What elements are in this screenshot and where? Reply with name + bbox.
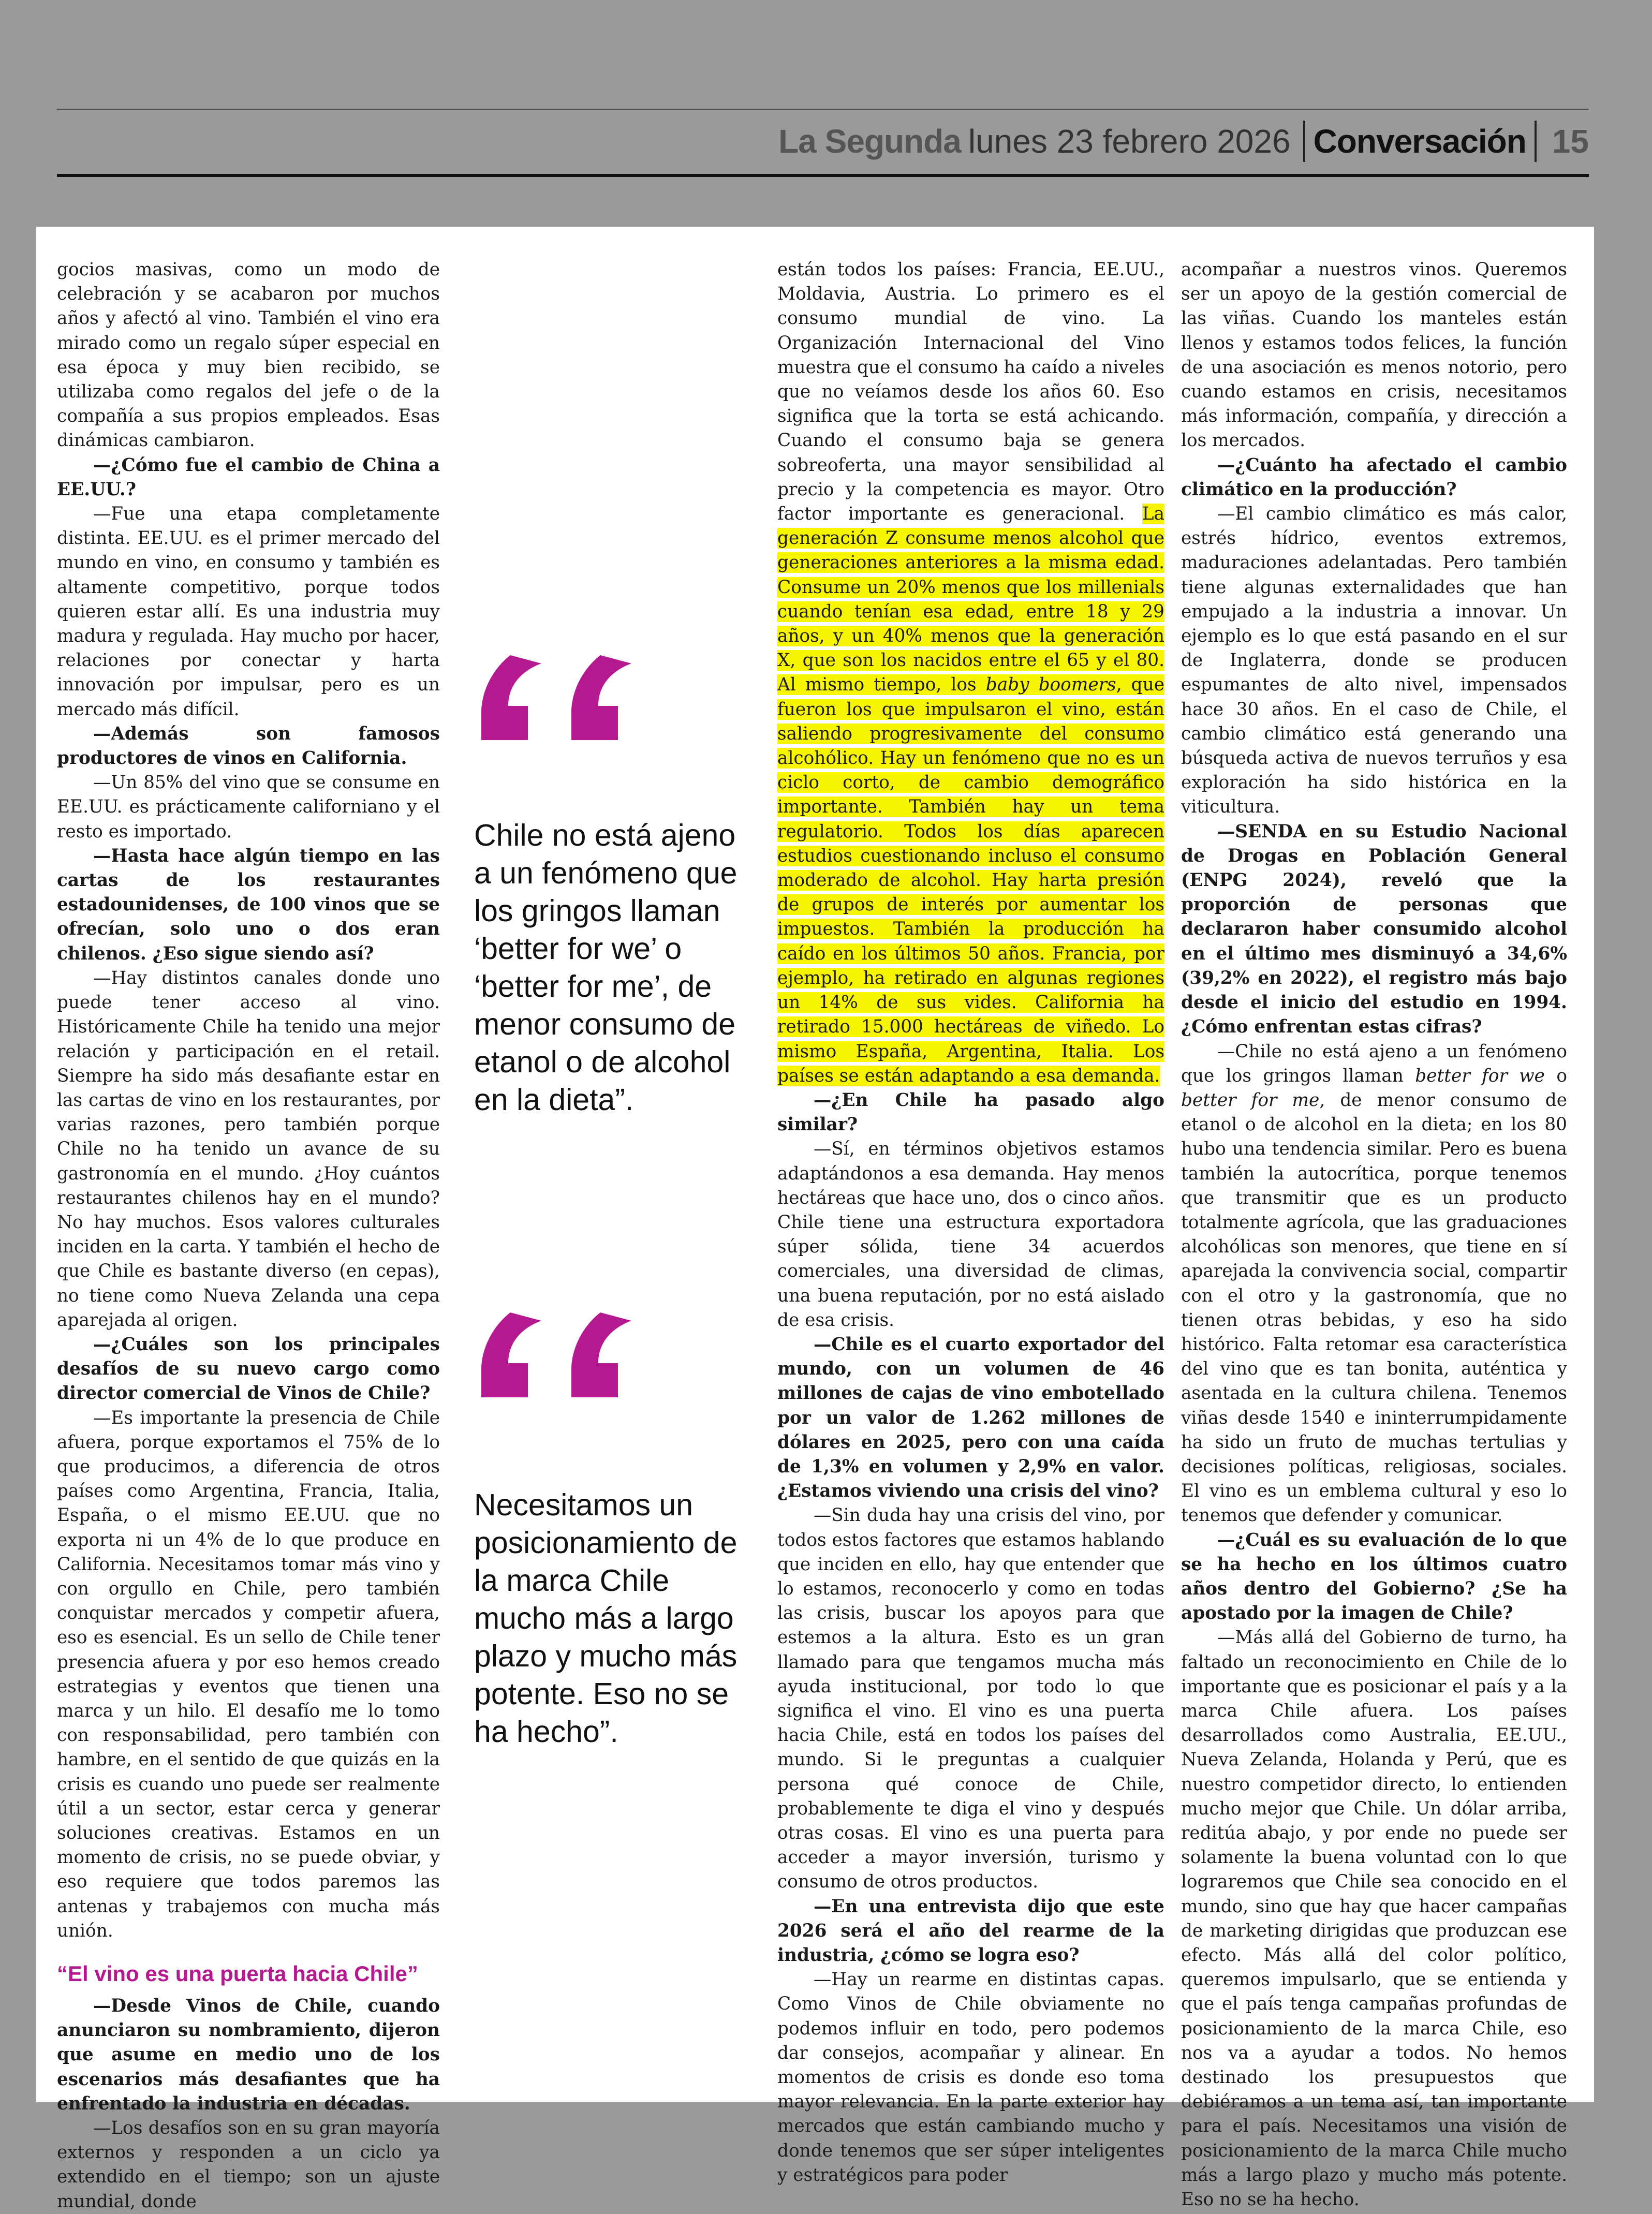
article-page bbox=[36, 227, 1594, 2212]
header-top-rule bbox=[57, 109, 1589, 110]
header-bar bbox=[778, 116, 1589, 166]
highlighted-text: , que fueron los que impulsaron el vino, están saliendo progresivamente del consumo alcohólico. Hay un fenómeno que no es un ciclo corto, de cambio demográfico importante. También hay un tema regulatorio. Todos los días aparecen estudios cuestionando incluso el consumo moderado de alcohol. Hay harta presión de grupos de interés por aumentar los impuestos. También la producción ha caído en los últimos 50 años. Francia, por ejemplo, ha retirado en algunas regiones un 14% de sus vides. California ha retirado 15.000 hectáreas de viñedo. Lo mismo España, Argentina, Italia. Los países se están adaptando a esa demanda. bbox=[777, 674, 1164, 1086]
quote-mark-icon bbox=[474, 1298, 650, 1401]
answer-text-italic: better for me bbox=[1181, 1089, 1320, 1111]
interview-answer: —Hay distintos canales donde uno puede tener acceso al vino. Históricamente Chile ha tenido una mejor relación y participación en el retail. Siempre ha sido más desafiante estar en las cartas de vino en los restaurantes, por varias razones, pero también porque Chile no ha tenido un avance de su gastronomía en el mundo. ¿Hoy cuántos restaurantes chilenos hay en el mundo? No hay muchos. Esos valores culturales inciden en la carta. Y también el hecho de que Chile es bastante diverso (en cepas), no tiene como Nueva Zelanda una cepa aparejada al origen. bbox=[57, 967, 440, 1331]
header-separator bbox=[1535, 121, 1537, 162]
article-column-1 bbox=[57, 258, 440, 2214]
subheading: “El vino es una puerta hacia Chile” bbox=[57, 1961, 418, 1986]
page-header bbox=[57, 111, 1589, 173]
interview-question: —Además son famosos productores de vinos en California. bbox=[57, 723, 440, 769]
interview-question: —En una entrevista dijo que este 2026 será el año del rearme de la industria, ¿cómo se logra eso? bbox=[777, 1896, 1164, 1966]
answer-text-italic: better for we bbox=[1415, 1065, 1545, 1086]
pull-quote: Chile no está ajeno a un fenómeno que los gringos llaman ‘better for we’ o ‘better for me’, de menor consumo de etanol o de alcohol en la dieta”. bbox=[474, 818, 738, 1117]
highlighted-text-italic: baby boomers bbox=[985, 674, 1116, 696]
newspaper-brand: La Segunda bbox=[778, 123, 961, 160]
interview-answer: —Sí, en términos objetivos estamos adaptándonos a esa demanda. Hay menos hectáreas que hace uno, dos o cinco años. Chile tiene una estructura exportadora súper sólida, tiene 34 acuerdos comerciales, una diversidad de climas, una buena reputación, por no está aislado de esa crisis. bbox=[777, 1139, 1164, 1331]
header-bottom-rule bbox=[57, 174, 1589, 177]
paragraph bbox=[777, 258, 1164, 1088]
interview-answer: —Sin duda hay una crisis del vino, por todos estos factores que estamos hablando que inciden en ello, hay que entender que lo estamos, reconocerlo y como en todas las crisis, buscar los apoyos para que estemos a la altura. Esto es un gran llamado para que tengamos mucha más ayuda institucional, por todo lo que significa el vino. El vino es una puerta hacia Chile, está en todos los países del mundo. Si le preguntas a cualquier persona qué conoce de Chile, probablemente te diga el vino y después otras cosas. El vino es una puerta para acceder a mayor inversión, turismo y consumo de otros productos. bbox=[777, 1505, 1164, 1893]
interview-question: —¿Cuál es su evaluación de lo que se ha hecho en los últimos cuatro años dentro del Gobierno? ¿Se ha apostado por la imagen de Chile? bbox=[1181, 1529, 1567, 1624]
paragraph: gocios masivas, como un modo de celebración y se acabaron por muchos años y afectó al vino. También el vino era mirado como un regalo súper especial en esa época y muy bien recibido, se utilizaba como regalos del jefe o de la compañía a sus propios empleados. Esas dinámicas cambiaron. bbox=[57, 259, 440, 451]
interview-question: —Desde Vinos de Chile, cuando anunciaron su nombramiento, dijeron que asume en medio uno de los escenarios más desafiantes que ha enfrentado la industria en décadas. bbox=[57, 1996, 440, 2114]
pull-quote: Necesitamos un posicionamiento de la marca Chile mucho más a largo plazo y mucho más potente. Eso no se ha hecho”. bbox=[474, 1488, 738, 1749]
article-column-3 bbox=[777, 258, 1164, 2188]
issue-date: lunes 23 febrero 2026 bbox=[968, 123, 1291, 160]
interview-answer bbox=[1181, 1040, 1567, 1528]
quote-mark-icon bbox=[474, 641, 650, 744]
interview-answer: —Un 85% del vino que se consume en EE.UU. es prácticamente californiano y el resto es importado. bbox=[57, 772, 440, 842]
interview-answer: —Hay un rearme en distintas capas. Como Vinos de Chile obviamente no podemos influir en todo, pero podemos dar consejos, acompañar y alinear. En momentos de crisis es donde eso toma mayor relevancia. En la parte exterior hay mercados que están cambiando mucho y donde tenemos que ser súper inteligentes y estratégicos para poder bbox=[777, 1969, 1164, 2186]
answer-text: , de menor consumo de etanol o de alcohol en la dieta; en los 80 hubo una tendencia similar. Pero es buena también la autocrítica, porque tenemos que transmitir que es un producto totalmente agrícola, que las graduaciones alcohólicas son menores, que tiene en sí aparejada la convivencia social, compartir con el otro y la gastronomía, que no tienen otras bebidas, y eso ha sido histórico. Falta retomar esa característica del vino que es tan bonita, auténtica y asentada en la cultura chilena. Tenemos viñas desde 1540 e ininterrumpidamente ha sido un fruto de muchas tertulias y decisiones políticas, religiosas, sociales. El vino es un emblema cultural y eso lo tenemos que defender y comunicar. bbox=[1181, 1089, 1567, 1526]
article-column-4 bbox=[1181, 258, 1567, 2212]
interview-question: —Hasta hace algún tiempo en las cartas de los restaurantes estadounidenses, de 100 vinos que se ofrecían, solo uno o dos eran chilenos. ¿Eso sigue siendo así? bbox=[57, 845, 440, 964]
interview-question: —¿Cuánto ha afectado el cambio climático en la producción? bbox=[1181, 454, 1567, 500]
interview-question: —¿En Chile ha pasado algo similar? bbox=[777, 1089, 1164, 1135]
paragraph: acompañar a nuestros vinos. Queremos ser un apoyo de la gestión comercial de las viñas. Cuando los manteles están llenos y estamos todos felices, la función de una asociación es menos notorio, pero cuando estamos en crisis, necesitamos más información, compañía, y dirección a los mercados. bbox=[1181, 259, 1567, 451]
highlighted-text: La generación Z consume menos alcohol que generaciones anteriores a la misma edad. Consume un 20% menos que los millenials cuando tenían esa edad, entre 18 y 29 años, y un 40% menos que la generación X, que son los nacidos entre el 65 y el 80. Al mismo tiempo, los bbox=[777, 504, 1164, 696]
page-number: 15 bbox=[1552, 123, 1589, 160]
paragraph-text: están todos los países: Francia, EE.UU., Moldavia, Austria. Lo primero es el consumo mundial de vino. La Organización Internacional del Vino muestra que el consumo ha caído a niveles que no veíamos desde los años 60. Eso significa que la torta se está achicando. Cuando el consumo baja se genera sobreoferta, una mayor sensibilidad al precio y la competencia es mayor. Otro factor importante es generacional. bbox=[777, 259, 1164, 525]
section-name: Conversación bbox=[1313, 123, 1526, 160]
interview-answer: —Es importante la presencia de Chile afuera, porque exportamos el 75% de lo que producimos, a diferencia de otros países como Argentina, Francia, Italia, España, o el mismo EE.UU. que no exporta ni un 4% de lo que produce en California. Necesitamos tomar más vino y con orgullo en Chile, pero también conquistar mercados y competir afuera, eso es esencial. Es un sello de Chile tener presencia afuera y por eso hemos creado estrategias y eventos que tienen una marca y un hilo. El desafío me lo tomo con responsabilidad, pero también con hambre, en el sentido de que quizás en la crisis es cuando uno puede ser realmente útil a un sector, estar cerca y generar soluciones creativas. Estamos en un momento de crisis, no se puede obviar, y eso requiere que todos paremos las antenas y trabajemos con mucha más unión. bbox=[57, 1407, 440, 1941]
interview-answer: —Los desafíos son en su gran mayoría externos y responden a un ciclo ya extendido en el tiempo; son un ajuste mundial, donde bbox=[57, 2118, 440, 2212]
interview-question: —Chile es el cuarto exportador del mundo, con un volumen de 46 millones de cajas de vino embotellado por un valor de 1.262 millones de dólares en 2025, pero con una caída de 1,3% en volumen y 2,9% en valor. ¿Estamos viviendo una crisis del vino? bbox=[777, 1334, 1164, 1502]
interview-answer: —Más allá del Gobierno de turno, ha faltado un reconocimiento en Chile de lo importante que es posicionar el país y a la marca Chile afuera. Los países desarrollados como Australia, EE.UU., Nueva Zelanda, Holanda y Perú, que es nuestro competidor directo, lo entienden mucho mejor que Chile. Un dólar arriba, reditúa abajo, y por ende no puede ser solamente la buena voluntad con lo que lograremos que Chile sea conocido en el mundo, sino que hay que hacer campañas de marketing dirigidas que produzcan ese efecto. Más allá del color político, queremos impulsarlo, que se entienda y que el país tenga campañas profundas de posicionamiento de la marca Chile, eso nos va a ayudar a todos. No hemos destinado los presupuestos que debiéramos a un tema así, tan importante para el país. Necesitamos una visión de posicionamiento de la marca Chile mucho más a largo plazo y mucho más potente. Eso no se ha hecho. bbox=[1181, 1627, 1567, 2210]
header-separator bbox=[1303, 121, 1305, 162]
interview-answer: —Fue una etapa completamente distinta. EE.UU. es el primer mercado del mundo en vino, en consumo y también es altamente competitivo, porque todos quieren estar allí. Es una industria muy madura y regulada. Hay mucho por hacer, relaciones por conectar y harta innovación por impulsar, pero es un mercado más difícil. bbox=[57, 504, 440, 720]
interview-answer: —El cambio climático es más calor, estrés hídrico, eventos extremos, maduraciones adelantadas. Pero también tiene algunas externalidades que han empujado a la industria a innovar. Un ejemplo es lo que está pasando en el sur de Inglaterra, donde se producen espumantes de alto nivel, impensados hace 30 años. En el caso de Chile, el cambio climático está generando una búsqueda activa de nuevos terruños y esa exploración ha sido histórica en la viticultura. bbox=[1181, 504, 1567, 818]
interview-question: —¿Cómo fue el cambio de China a EE.UU.? bbox=[57, 454, 440, 500]
interview-question: —SENDA en su Estudio Nacional de Drogas en Población General (ENPG 2024), reveló que la proporción de personas que declararon haber consumido alcohol en el último mes disminuyó a 34,6% (39,2% en 2022), el registro más bajo desde el inicio del estudio en 1994. ¿Cómo enfrentan estas cifras? bbox=[1181, 821, 1567, 1038]
answer-text: —Chile no está ajeno a un fenómeno que los gringos llaman bbox=[1181, 1041, 1567, 1086]
answer-text: o bbox=[1544, 1065, 1567, 1086]
interview-question: —¿Cuáles son los principales desafíos de su nuevo cargo como director comercial de Vinos de Chile? bbox=[57, 1334, 440, 1404]
